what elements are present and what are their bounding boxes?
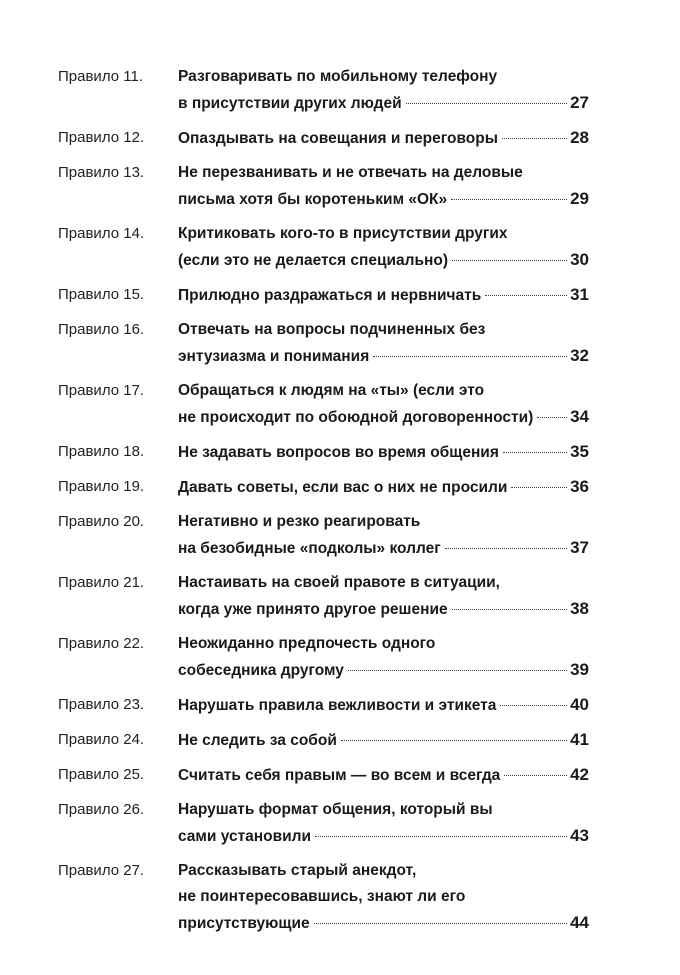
rule-title: [178, 692, 589, 719]
page-number: 42: [570, 765, 589, 784]
rule-title-line: в присутствии других людей: [178, 95, 402, 112]
dot-leader: [451, 199, 567, 200]
dot-leader: [406, 103, 567, 104]
rule-number: Правило 23.: [58, 696, 145, 713]
rule-title-line: сами установили: [178, 828, 312, 845]
page-number: 40: [570, 695, 589, 714]
page-number: 32: [570, 346, 589, 365]
toc-entry: [0, 570, 680, 623]
rule-title-line: Прилюдно раздражаться и нервничать: [178, 287, 482, 304]
rule-number: Правило 17.: [58, 382, 145, 399]
toc-entry: [0, 160, 680, 213]
rule-title-last-line: [178, 282, 589, 309]
rule-title: [178, 439, 589, 466]
rule-title: [178, 509, 589, 562]
page-number: 27: [570, 93, 589, 112]
dot-leader: [511, 487, 567, 488]
toc-entry: [0, 317, 680, 370]
dot-leader: [500, 705, 567, 706]
rule-title-line: Не следить за собой: [178, 732, 337, 749]
rule-title: [178, 221, 589, 274]
rule-title-line: Давать советы, если вас о них не просили: [178, 479, 508, 496]
rule-number: Правило 20.: [58, 513, 145, 530]
table-of-contents: [0, 64, 680, 945]
dot-leader: [503, 452, 567, 453]
rule-title-line: Обращаться к людям на «ты» (если это: [178, 382, 485, 399]
toc-entry: [0, 692, 680, 719]
page-number: 44: [570, 913, 589, 932]
rule-number: Правило 13.: [58, 164, 145, 181]
rule-title-line: (если это не делается специально): [178, 252, 449, 269]
rule-title-last-line: [178, 247, 589, 274]
rule-title: [178, 160, 589, 213]
rule-title-line: письма хотя бы коротеньким «ОК»: [178, 191, 448, 208]
page-number: 30: [570, 250, 589, 269]
page-number: 43: [570, 826, 589, 845]
rule-number: Правило 12.: [58, 129, 145, 146]
rule-title-line: Нарушать формат общения, который вы: [178, 801, 493, 818]
dot-leader: [315, 836, 567, 837]
dot-leader: [485, 295, 567, 296]
rule-title-last-line: [178, 90, 589, 117]
toc-entry: [0, 762, 680, 789]
dot-leader: [452, 260, 567, 261]
rule-title-last-line: [178, 125, 589, 152]
rule-title-last-line: [178, 439, 589, 466]
toc-entry: [0, 378, 680, 431]
rule-number: Правило 18.: [58, 443, 145, 460]
rule-title-line: Неожиданно предпочесть одного: [178, 635, 436, 652]
page-number: 39: [570, 660, 589, 679]
toc-entry: [0, 439, 680, 466]
rule-number: Правило 14.: [58, 225, 145, 242]
rule-title-line: не происходит по обоюдной договоренности): [178, 409, 534, 426]
rule-title-line: Критиковать кого-то в присутствии других: [178, 225, 508, 242]
page-number: 35: [570, 442, 589, 461]
rule-title-last-line: [178, 692, 589, 719]
rule-title-line: Считать себя правым — во всем и всегда: [178, 767, 501, 784]
rule-title-last-line: [178, 910, 589, 937]
rule-number: Правило 19.: [58, 478, 145, 495]
toc-entry: [0, 631, 680, 684]
rule-title-last-line: [178, 404, 589, 431]
toc-entry: [0, 64, 680, 117]
page-number: 34: [570, 407, 589, 426]
rule-title: [178, 125, 589, 152]
rule-title: [178, 570, 589, 623]
rule-title: [178, 762, 589, 789]
rule-title-line: Опаздывать на совещания и переговоры: [178, 130, 498, 147]
page-number: 37: [570, 538, 589, 557]
rule-title-line: когда уже принято другое решение: [178, 601, 448, 618]
rule-title: [178, 797, 589, 850]
rule-number: Правило 25.: [58, 766, 145, 783]
dot-leader: [314, 923, 567, 924]
dot-leader: [348, 670, 567, 671]
rule-title-line: энтузиазма и понимания: [178, 348, 370, 365]
dot-leader: [504, 775, 567, 776]
toc-entry: [0, 221, 680, 274]
rule-title: [178, 631, 589, 684]
rule-title-line: Нарушать правила вежливости и этикета: [178, 697, 497, 714]
rule-title-line: Разговаривать по мобильному телефону: [178, 68, 498, 85]
rule-title-last-line: [178, 762, 589, 789]
rule-title-line: Не перезванивать и не отвечать на деловые: [178, 164, 523, 181]
rule-title-last-line: [178, 657, 589, 684]
rule-title: [178, 64, 589, 117]
rule-title-line: Не задавать вопросов во время общения: [178, 444, 499, 461]
dot-leader: [452, 609, 567, 610]
rule-title-last-line: [178, 535, 589, 562]
rule-title: [178, 858, 589, 937]
rule-title-line: Настаивать на своей правоте в ситуации,: [178, 574, 500, 591]
page-number: 31: [570, 285, 589, 304]
toc-entry: [0, 858, 680, 937]
rule-title-last-line: [178, 596, 589, 623]
page-number: 41: [570, 730, 589, 749]
toc-entry: [0, 125, 680, 152]
dot-leader: [445, 548, 567, 549]
rule-title-last-line: [178, 474, 589, 501]
page-number: 29: [570, 189, 589, 208]
rule-title-line: собеседника другому: [178, 662, 344, 679]
dot-leader: [502, 138, 567, 139]
rule-number: Правило 21.: [58, 574, 145, 591]
rule-title-line: Рассказывать старый анекдот,: [178, 862, 417, 879]
toc-entry: [0, 509, 680, 562]
page-number: 36: [570, 477, 589, 496]
rule-title: [178, 474, 589, 501]
rule-number: Правило 26.: [58, 801, 145, 818]
rule-title-line: Негативно и резко реагировать: [178, 513, 421, 530]
rule-number: Правило 16.: [58, 321, 145, 338]
rule-title-line: на безобидные «подколы» коллег: [178, 540, 441, 557]
rule-number: Правило 22.: [58, 635, 145, 652]
rule-number: Правило 27.: [58, 862, 145, 879]
rule-number: Правило 15.: [58, 286, 145, 303]
dot-leader: [373, 356, 567, 357]
page-number: 28: [570, 128, 589, 147]
rule-title: [178, 317, 589, 370]
dot-leader: [341, 740, 567, 741]
rule-title-line: присутствующие: [178, 915, 310, 932]
toc-entry: [0, 474, 680, 501]
rule-title-last-line: [178, 823, 589, 850]
rule-title: [178, 378, 589, 431]
rule-title: [178, 727, 589, 754]
rule-title-line: не поинтересовавшись, знают ли его: [178, 888, 466, 905]
dot-leader: [537, 417, 567, 418]
toc-entry: [0, 727, 680, 754]
toc-entry: [0, 797, 680, 850]
rule-number: Правило 24.: [58, 731, 145, 748]
rule-title-last-line: [178, 186, 589, 213]
rule-title: [178, 282, 589, 309]
toc-entry: [0, 282, 680, 309]
rule-title-last-line: [178, 343, 589, 370]
rule-title-line: Отвечать на вопросы подчиненных без: [178, 321, 486, 338]
rule-title-last-line: [178, 727, 589, 754]
page-number: 38: [570, 599, 589, 618]
rule-number: Правило 11.: [58, 68, 143, 85]
